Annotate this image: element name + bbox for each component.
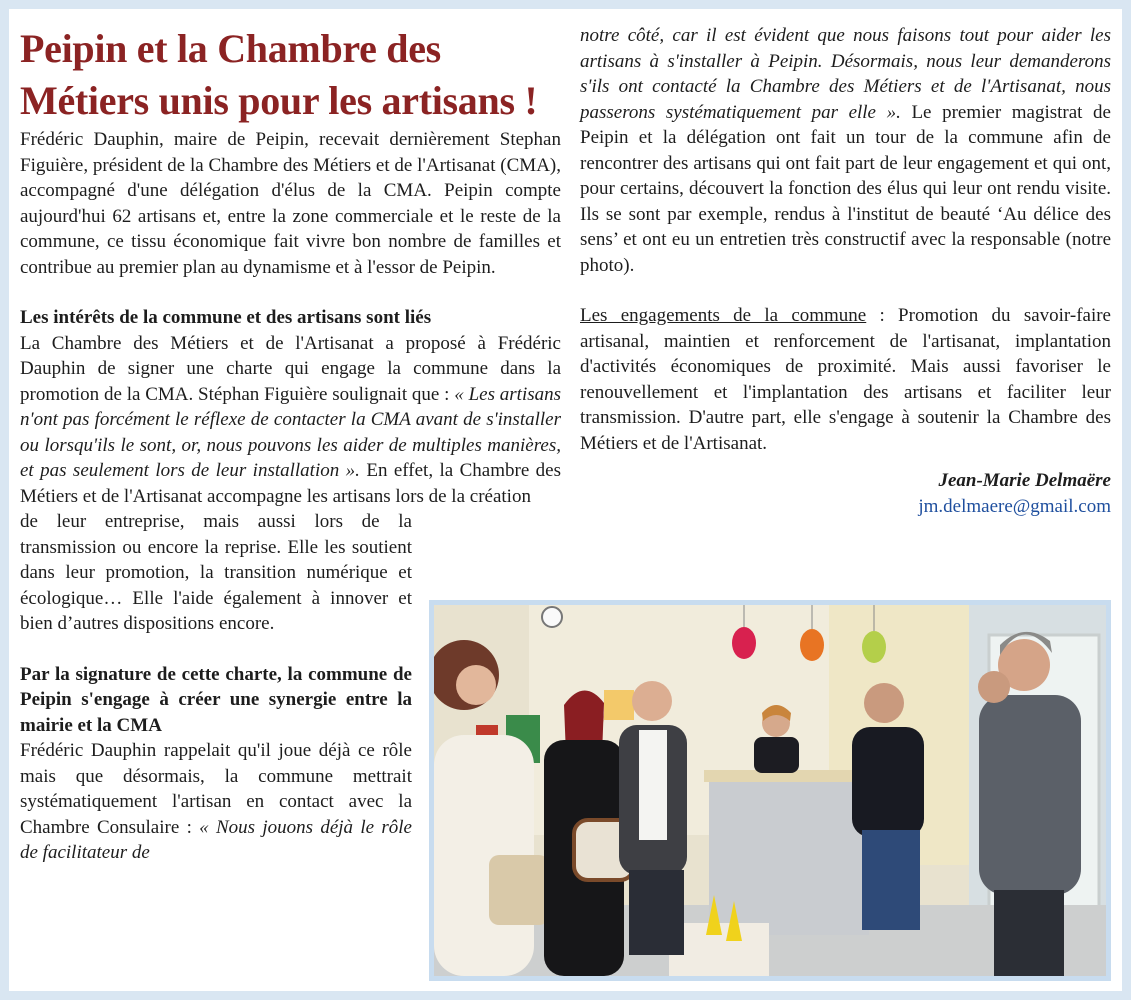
right-column [580,23,1111,520]
section1-heading: Les intérêts de la commune et des artisans sont liés [20,307,432,328]
section2-heading: Par la signature de cette charte, la commune de Peipin s'engage à créer une synergie entre la mairie et la CMA [20,663,412,736]
section2-paragraph [20,738,412,866]
intro-paragraph: Frédéric Dauphin, maire de Peipin, recevait dernièrement Stephan Figuière, président de la Chambre des Métiers et de l'Artisanat (CMA), accompagné d'une délégation d'élus de la CMA. Peipin compte aujourd'hui 62 artisans et, entre la zone commerciale et le reste de la commune, ce tissu économique fait vivre bon nombre de familles et contribue au premier plan au dynamisme et à l'essor de Peipin. [20,129,561,278]
section1-continued: de leur entreprise, mais aussi lors de la transmission ou encore la reprise. Elle les soutient dans leur promotion, la transition numérique et écologique… Elle l'aide également à innover et bien d’autres dispositions encore. [20,511,412,634]
engagements-text: : Promotion du savoir-faire artisanal, maintien et renforcement de l'artisanat, implantation d'activités économiques de proximité. Mais aussi favoriser le renouvellement et l'implantation des artisans et faciliter leur transmission. D'autre part, elle s'engage à soutenir la Chambre des Métiers et de l'Artisanat. [580,305,1111,454]
section1-quote: « Les artisans n'ont pas forcément le réflexe de contacter la CMA avant de s'installer ou lorsqu'ils le sont, or, nous pouvons les aider de multiples manières, et pas seulement lors de leur installation ». [20,383,562,481]
article-title: Peipin et la Chambre des Métiers unis pour les artisans ! [20,26,538,123]
author-email[interactable]: jm.delmaere@gmail.com [918,496,1111,517]
section2-text: Frédéric Dauphin rappelait qu'il joue déjà ce rôle mais que désormais, la commune mettrait systématiquement l'artisan en contact avec la Chambre Consulaire : [20,740,412,838]
section1-text-b: En effet, la Chambre des Métiers et de l'Artisanat accompagne les artisans lors de la création [20,460,561,507]
photo-illustration [434,605,1106,976]
section1-paragraph [20,331,561,510]
section1-text-a: La Chambre des Métiers et de l'Artisanat a proposé à Frédéric Dauphin de signer une charte qui engage la commune dans la promotion de la CMA. Stéphan Figuière soulignait que : [20,332,561,405]
photo-frame [429,600,1111,981]
right-text: Le premier magistrat de Peipin et la délégation ont fait un tour de la commune afin de rencontrer des artisans qui ont fait part de leur engagement et qui ont, pour certains, découvert la fonction des élus qui leur ont rendu visite. Ils se sont par exemple, rendus à l'institut de beauté ‘Au délice des sens’ et ont eu un entretien très constructif avec la responsable (notre photo). [580,101,1111,276]
right-paragraph [580,23,1111,278]
author-name: Jean-Marie Delmaëre [938,470,1111,491]
article-photo [434,605,1106,976]
engagements-paragraph [580,303,1111,456]
quote-end: notre côté, car il est évident que nous faisons tout pour aider les artisans à s'installer à Peipin. Désormais, nous leur demanderons s'ils ont contacté la Chambre des Métiers et de l'Artisanat, nous passerons systématiquement par elle ». [580,25,1111,123]
engagements-label: Les engagements de la commune [580,305,867,326]
signature-block [580,468,1111,520]
section2-quote-start: « Nous jouons déjà le rôle de facilitateur de [20,816,412,863]
article-page [9,9,1122,991]
